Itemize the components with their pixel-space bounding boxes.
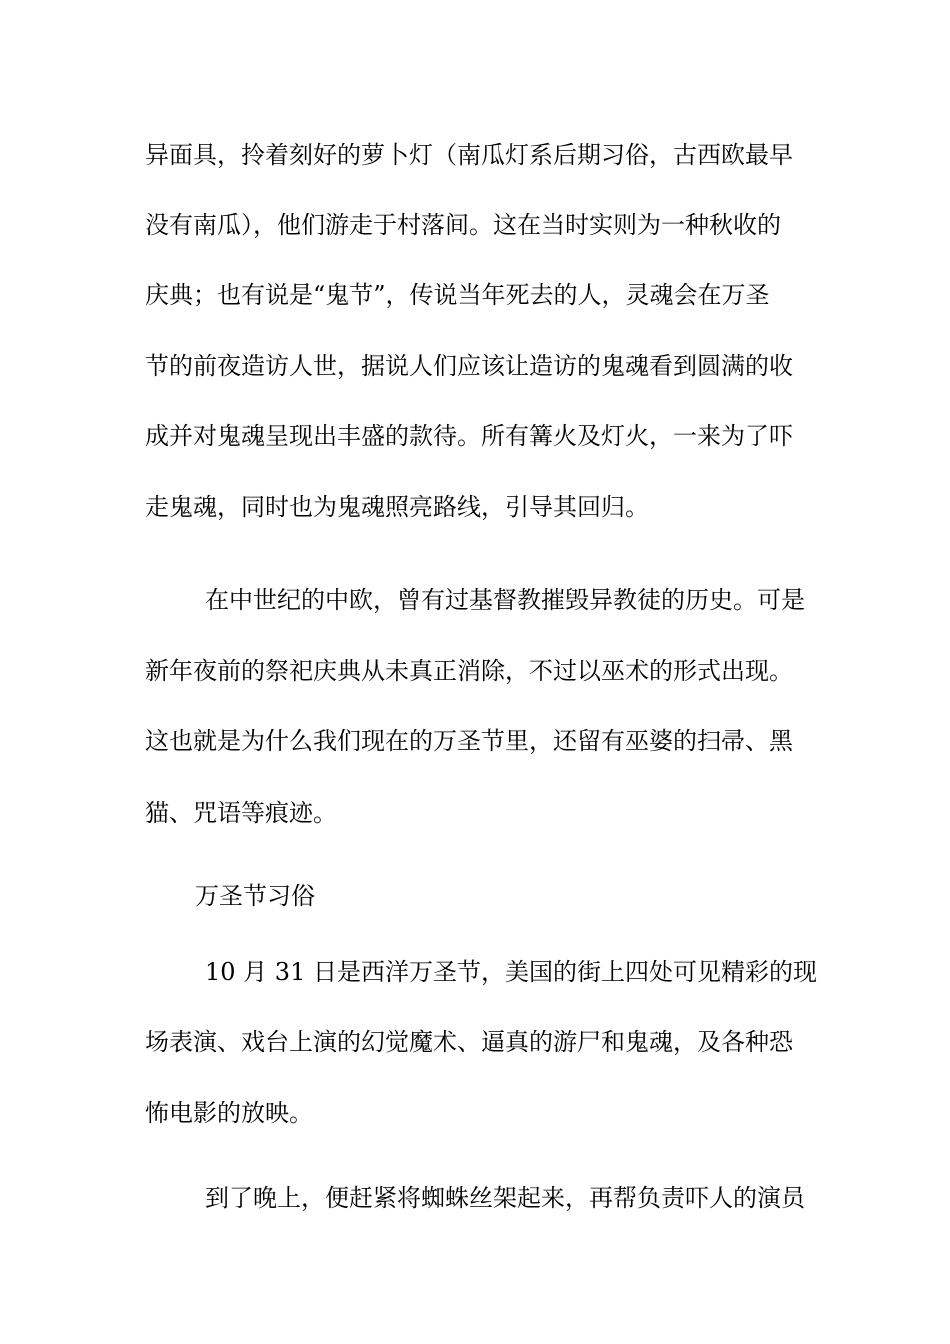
paragraph-line: 猫、咒语等痕迹。 [145,799,337,827]
paragraph-line: 10 月 31 日是西洋万圣节，美国的街上四处可见精彩的现 [205,958,817,986]
paragraph-line: 在中世纪的中欧，曾有过基督教摧毁异教徒的历史。可是 [205,586,805,614]
paragraph-line: 到了晚上，便赶紧将蜘蛛丝架起来，再帮负责吓人的演员 [205,1184,805,1212]
paragraph-line: 新年夜前的祭祀庆典从未真正消除，不过以巫术的形式出现。 [145,657,793,685]
paragraph-line: 异面具，拎着刻好的萝卜灯（南瓜灯系后期习俗，古西欧最早 [145,141,793,169]
paragraph-line: 场表演、戏台上演的幻觉魔术、逼真的游尸和鬼魂，及各种恐 [145,1028,793,1056]
paragraph-line: 这也就是为什么我们现在的万圣节里，还留有巫婆的扫帚、黑 [145,727,793,755]
section-heading: 万圣节习俗 [195,882,315,910]
paragraph-line: 怖电影的放映。 [145,1099,313,1127]
paragraph-line: 节的前夜造访人世，据说人们应该让造访的鬼魂看到圆满的收 [145,352,793,380]
paragraph-line: 庆典；也有说是“鬼节”，传说当年死去的人，灵魂会在万圣 [145,281,770,309]
paragraph-line: 没有南瓜），他们游走于村落间。这在当时实则为一种秋收的 [145,211,781,239]
paragraph-line: 走鬼魂，同时也为鬼魂照亮路线，引导其回归。 [145,493,649,521]
paragraph-line: 成并对鬼魂呈现出丰盛的款待。所有篝火及灯火，一来为了吓 [145,422,793,450]
